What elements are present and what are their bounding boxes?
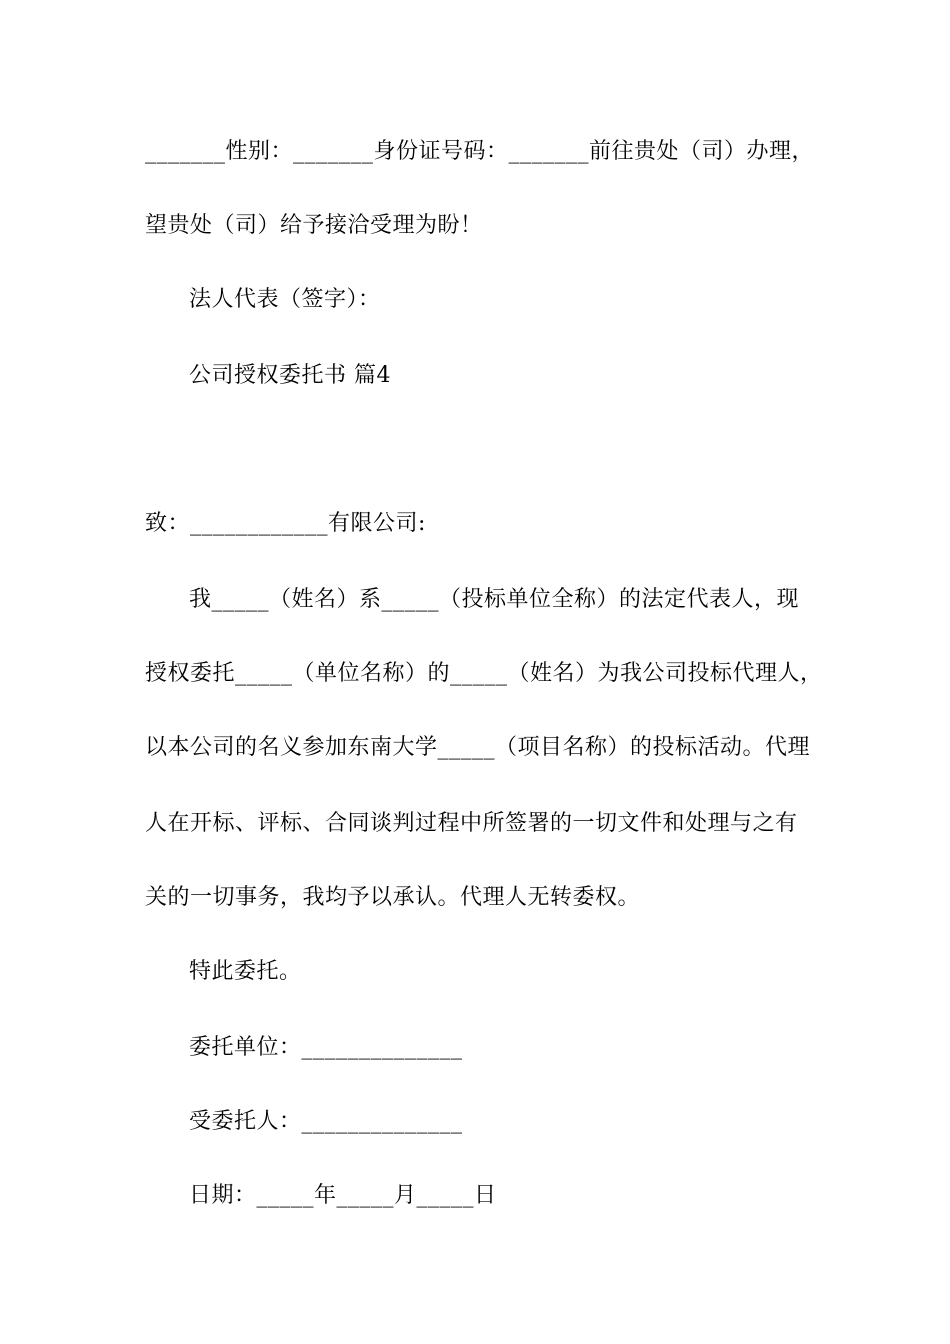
text-line-request: 望贵处（司）给予接洽受理为盼！ [145, 213, 483, 238]
text-line-applicant-info: _______性别：_______身份证号码：_______前往贵处（司）办理， [145, 139, 815, 164]
section-heading: 公司授权委托书 篇4 [189, 363, 391, 388]
text-line-body-2: 授权委托_____（单位名称）的_____（姓名）为我公司投标代理人， [145, 661, 823, 686]
text-line-body-3: 以本公司的名义参加东南大学_____（项目名称）的投标活动。代理 [145, 735, 811, 760]
text-line-date: 日期：_____年_____月_____日 [189, 1183, 497, 1208]
text-line-trustee: 受委托人：______________ [189, 1109, 463, 1134]
text-line-body-5: 关的一切事务，我均予以承认。代理人无转委权。 [145, 885, 641, 910]
text-line-closing: 特此委托。 [189, 959, 302, 984]
text-line-legal-rep-signature: 法人代表（签字）： [189, 287, 381, 312]
text-line-entrusting-unit: 委托单位：______________ [189, 1035, 463, 1060]
text-line-body-1: 我_____（姓名）系_____（投标单位全称）的法定代表人，现 [189, 587, 800, 612]
text-line-body-4: 人在开标、评标、合同谈判过程中所签署的一切文件和处理与之有 [145, 811, 798, 836]
text-line-addressee: 致：____________有限公司: [145, 511, 426, 536]
